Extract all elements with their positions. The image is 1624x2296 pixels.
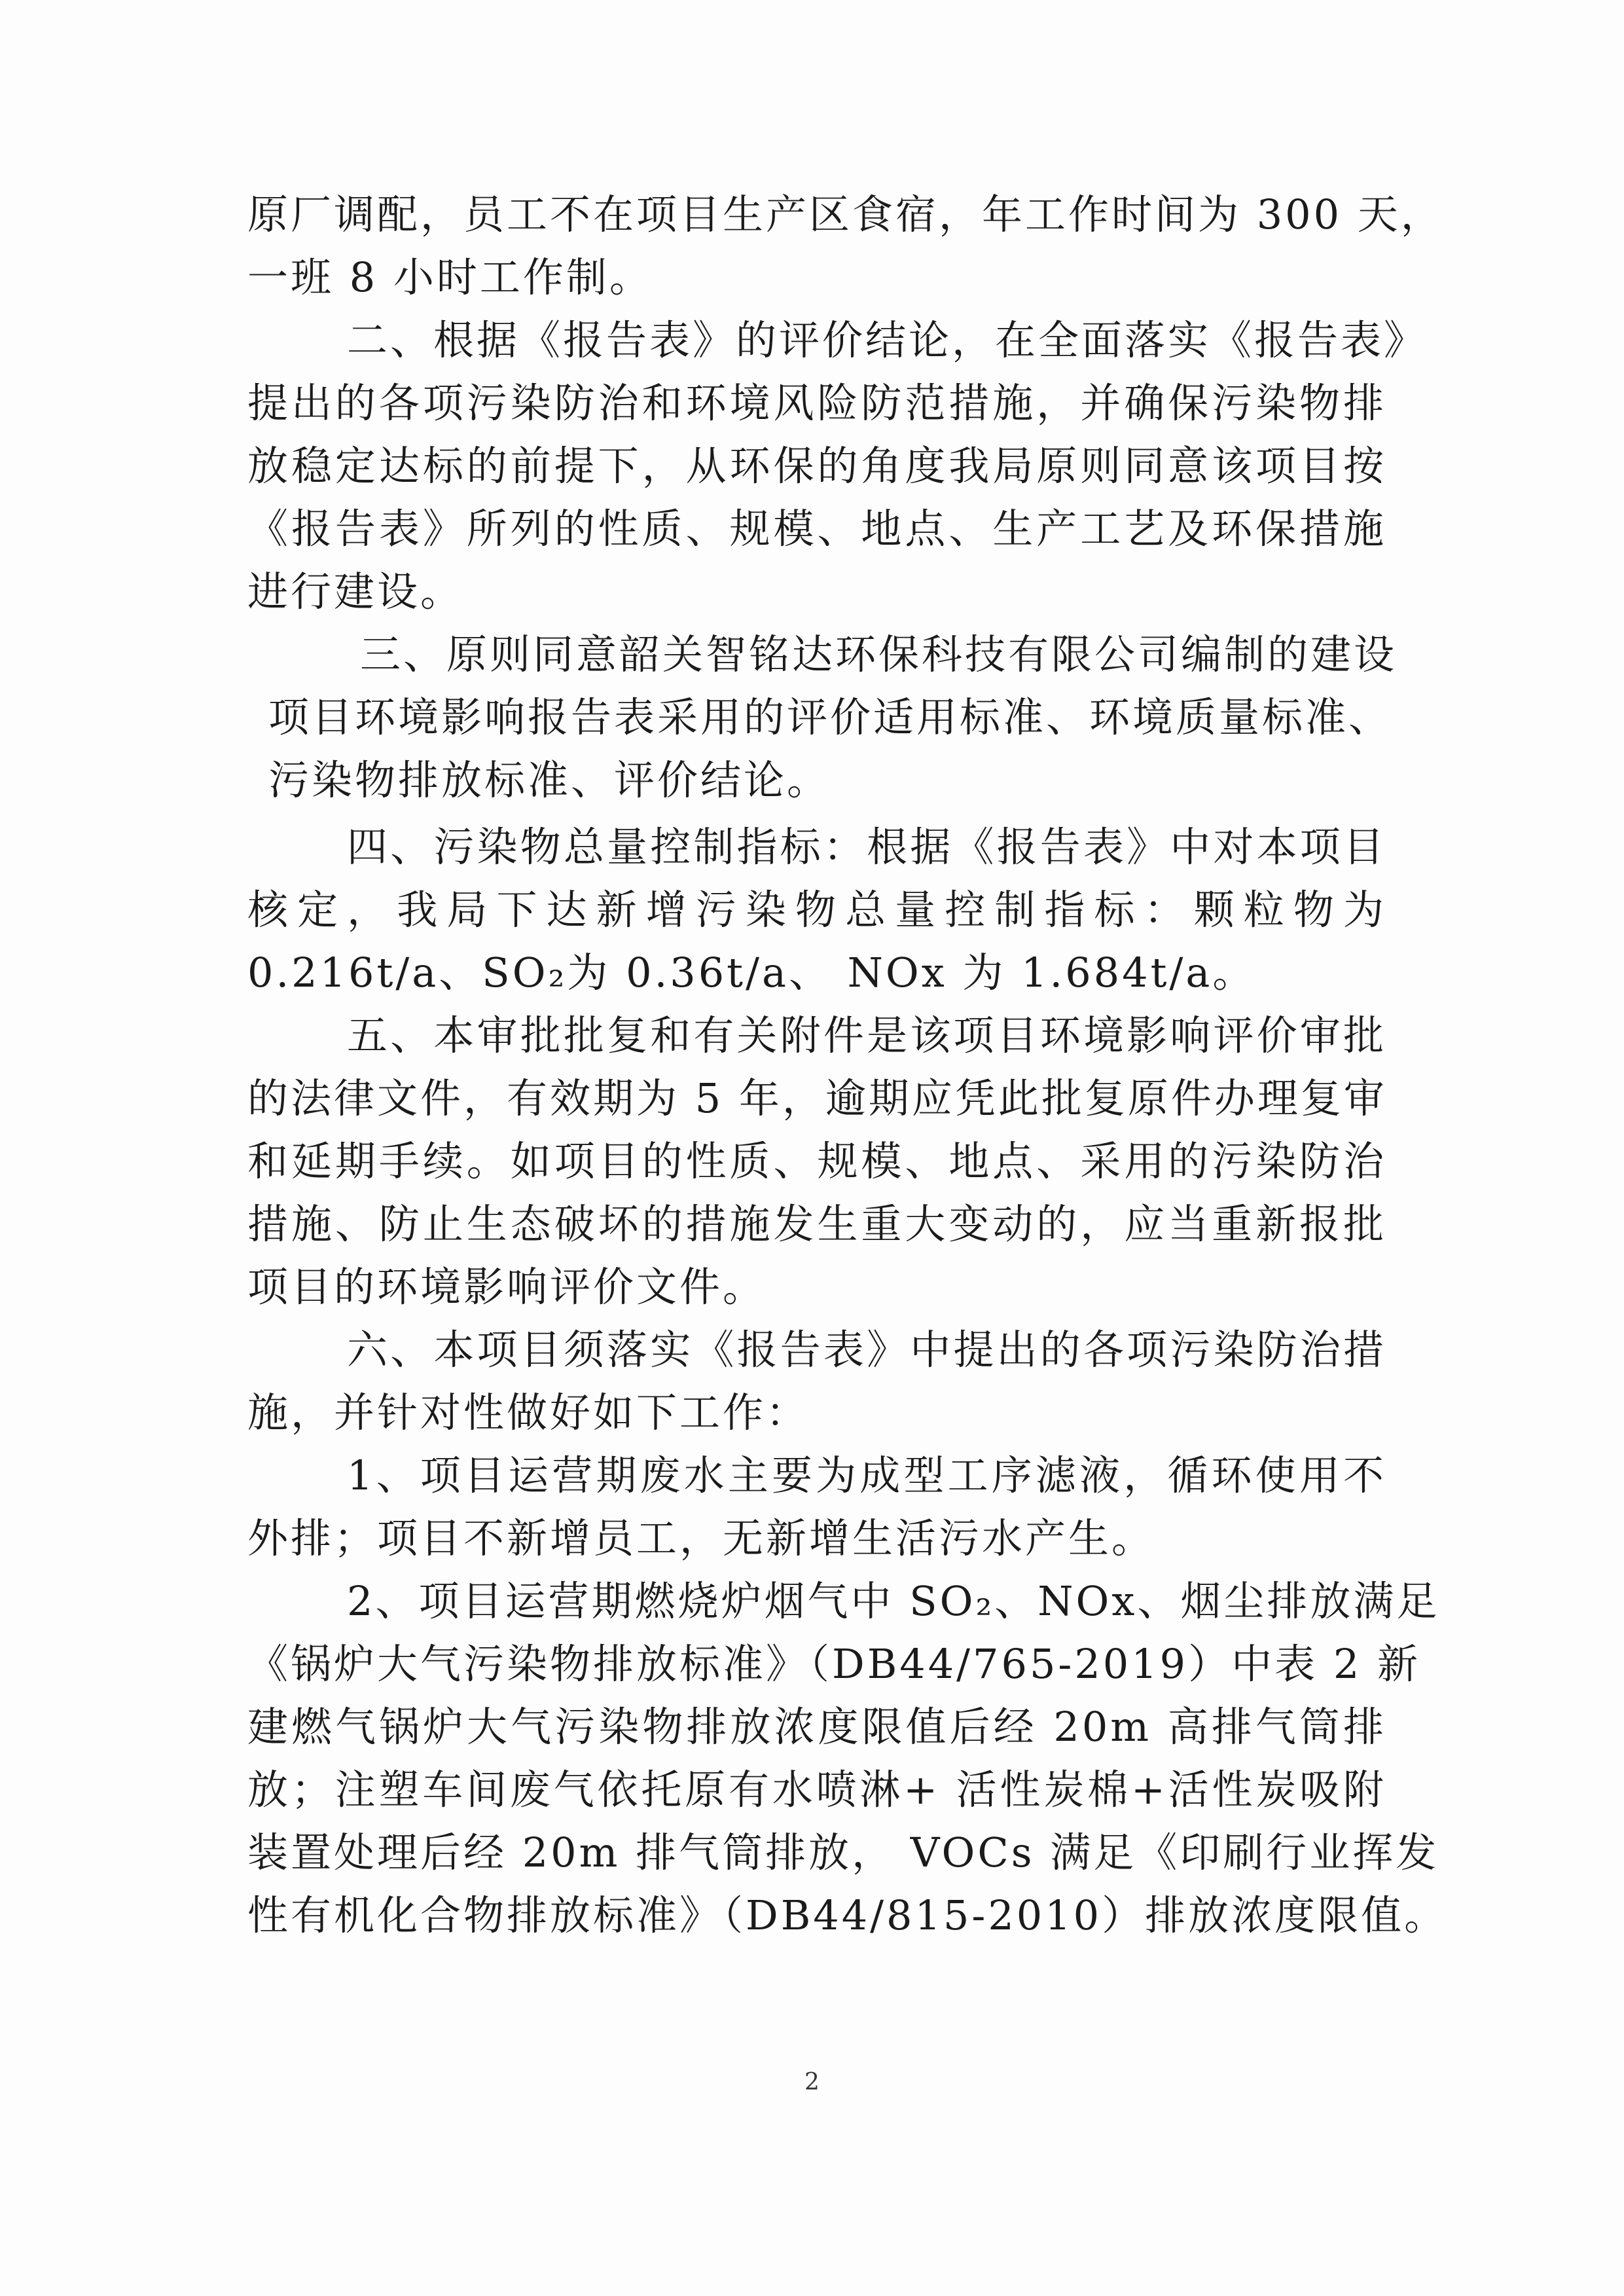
text-line: 和延期手续。如项目的性质、规模、地点、采用的污染防治	[247, 1137, 1386, 1185]
text-line: 《锅炉大气污染物排放标准》（DB44/765-2019）中表 2 新	[247, 1640, 1420, 1688]
text-line: 三、原则同意韶关智铭达环保科技有限公司编制的建设	[360, 630, 1398, 678]
text-line: 提出的各项污染防治和环境风险防范措施，并确保污染物排	[247, 379, 1386, 427]
page-number: 2	[804, 2069, 820, 2096]
text-line: 一班 8 小时工作制。	[247, 253, 653, 301]
text-line: 原厂调配，员工不在项目生产区食宿，年工作时间为 300 天，	[247, 191, 1444, 238]
text-line: 外排；项目不新增员工，无新增生活污水产生。	[247, 1514, 1155, 1562]
text-line: 项目的环境影响评价文件。	[247, 1263, 767, 1311]
text-line: 2、项目运营期燃烧炉烟气中 SO₂、NOx、烟尘排放满足	[347, 1577, 1440, 1625]
text-line: 六、本项目须落实《报告表》中提出的各项污染防治措	[347, 1326, 1386, 1374]
text-line: 污染物排放标准、评价结论。	[268, 756, 831, 804]
text-line: 建燃气锅炉大气污染物排放浓度限值后经 20m 高排气筒排	[247, 1703, 1386, 1751]
text-line: 性有机化合物排放标准》（DB44/815-2010）排放浓度限值。	[247, 1891, 1448, 1939]
text-line: 0.216t/a、SO₂为 0.36t/a、 NOx 为 1.684t/a。	[247, 949, 1256, 996]
text-line: 装置处理后经 20m 排气筒排放， VOCs 满足《印刷行业挥发	[247, 1829, 1439, 1876]
text-line: 1、项目运营期废水主要为成型工序滤液，循环使用不	[347, 1451, 1386, 1499]
text-line: 核定，我局下达新增污染物总量控制指标：颗粒物为	[247, 886, 1386, 934]
text-line: 施，并针对性做好如下工作：	[247, 1389, 810, 1436]
text-line: 二、根据《报告表》的评价结论，在全面落实《报告表》	[347, 316, 1428, 364]
text-line: 的法律文件，有效期为 5 年，逾期应凭此批复原件办理复审	[247, 1074, 1387, 1122]
text-line: 项目环境影响报告表采用的评价适用标准、环境质量标准、	[268, 693, 1392, 741]
text-line: 《报告表》所列的性质、规模、地点、生产工艺及环保措施	[247, 505, 1386, 553]
text-line: 措施、防止生态破坏的措施发生重大变动的，应当重新报批	[247, 1200, 1386, 1248]
text-line: 五、本审批批复和有关附件是该项目环境影响评价审批	[347, 1011, 1386, 1059]
text-line: 放稳定达标的前提下，从环保的角度我局原则同意该项目按	[247, 442, 1386, 490]
text-line: 进行建设。	[247, 568, 464, 615]
text-line: 四、污染物总量控制指标：根据《报告表》中对本项目	[347, 823, 1386, 871]
text-line: 放；注塑车间废气依托原有水喷淋+ 活性炭棉+活性炭吸附	[247, 1766, 1386, 1813]
